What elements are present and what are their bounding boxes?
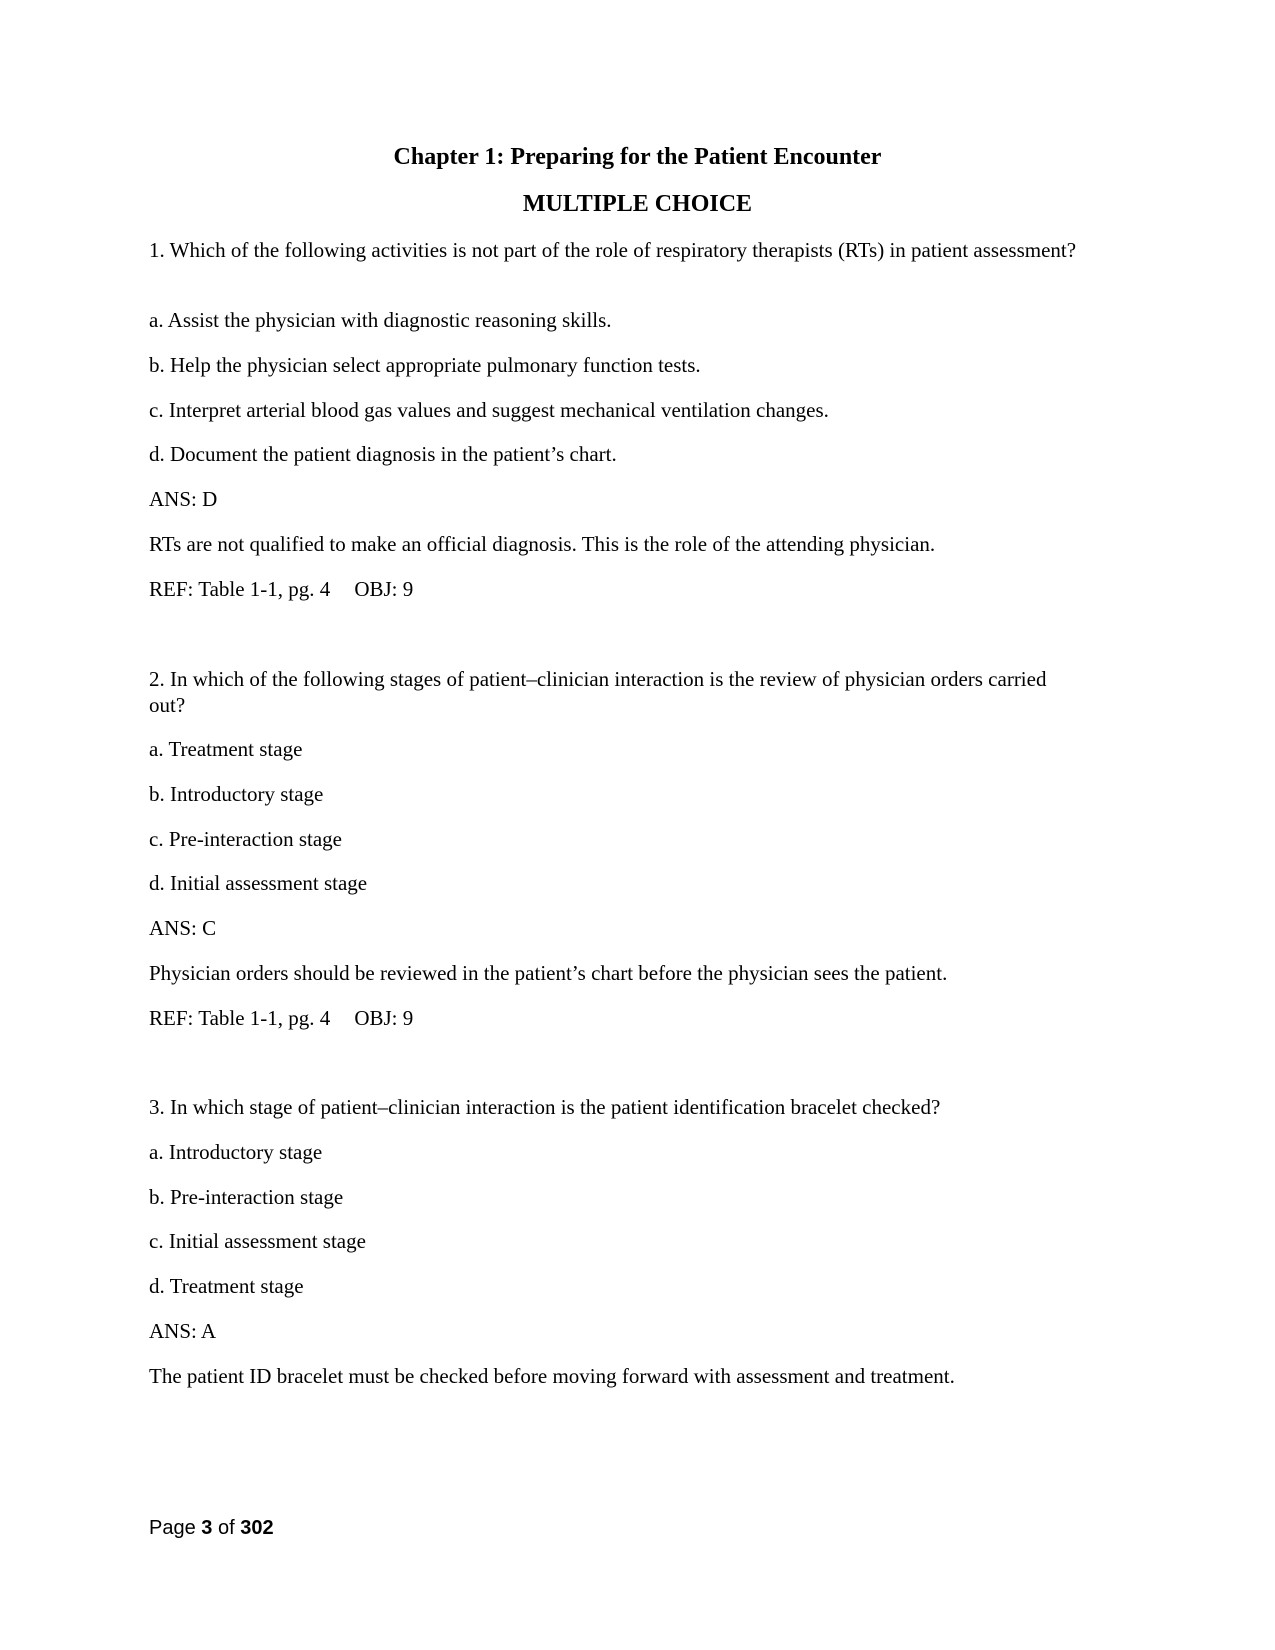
question-2-obj: OBJ: 9 — [354, 1006, 414, 1030]
footer-page-number: 3 — [201, 1517, 213, 1539]
question-3-option-c: c. Initial assessment stage — [149, 1229, 366, 1253]
question-2-rationale: Physician orders should be reviewed in the patient’s chart before the physician sees the patient. — [149, 961, 948, 985]
question-1-obj: OBJ: 9 — [354, 577, 414, 601]
page-footer — [149, 1516, 274, 1540]
question-1-ref: REF: Table 1-1, pg. 4 — [149, 577, 331, 601]
question-2-option-b: b. Introductory stage — [149, 782, 324, 806]
question-1-rationale: RTs are not qualified to make an official diagnosis. This is the role of the attending physician. — [149, 532, 936, 556]
question-2-answer: ANS: C — [149, 916, 217, 940]
question-3-option-a: a. Introductory stage — [149, 1140, 323, 1164]
chapter-title: Chapter 1: Preparing for the Patient Encounter — [393, 144, 882, 170]
question-2-ref: REF: Table 1-1, pg. 4 — [149, 1006, 331, 1030]
question-2-option-a: a. Treatment stage — [149, 737, 303, 761]
question-2-text: 2. In which of the following stages of patient–clinician interaction is the review of physician orders carried out? — [149, 667, 1047, 717]
question-1-text: 1. Which of the following activities is not part of the role of respiratory therapists (RTs) in patient assessment? — [149, 238, 1077, 262]
footer-page-word: Page — [149, 1517, 196, 1539]
question-3-text: 3. In which stage of patient–clinician interaction is the patient identification bracelet checked? — [149, 1095, 941, 1119]
question-1-option-d: d. Document the patient diagnosis in the patient’s chart. — [149, 442, 617, 466]
footer-total-pages: 302 — [240, 1517, 274, 1539]
section-title: MULTIPLE CHOICE — [522, 191, 753, 217]
question-1-option-c: c. Interpret arterial blood gas values and suggest mechanical ventilation changes. — [149, 398, 829, 422]
footer-of-word: of — [217, 1517, 235, 1539]
question-1-reference — [149, 576, 1079, 602]
question-2-option-c: c. Pre-interaction stage — [149, 827, 342, 851]
question-3-rationale: The patient ID bracelet must be checked before moving forward with assessment and treatment. — [149, 1364, 955, 1388]
question-1-option-a: a. Assist the physician with diagnostic reasoning skills. — [149, 308, 612, 332]
question-2-option-d: d. Initial assessment stage — [149, 871, 368, 895]
question-3-answer: ANS: A — [149, 1319, 217, 1343]
question-2-reference — [149, 1005, 1079, 1031]
question-1-answer: ANS: D — [149, 487, 218, 511]
question-3-option-b: b. Pre-interaction stage — [149, 1185, 344, 1209]
question-3-option-d: d. Treatment stage — [149, 1274, 304, 1298]
question-1-option-b: b. Help the physician select appropriate pulmonary function tests. — [149, 353, 701, 377]
